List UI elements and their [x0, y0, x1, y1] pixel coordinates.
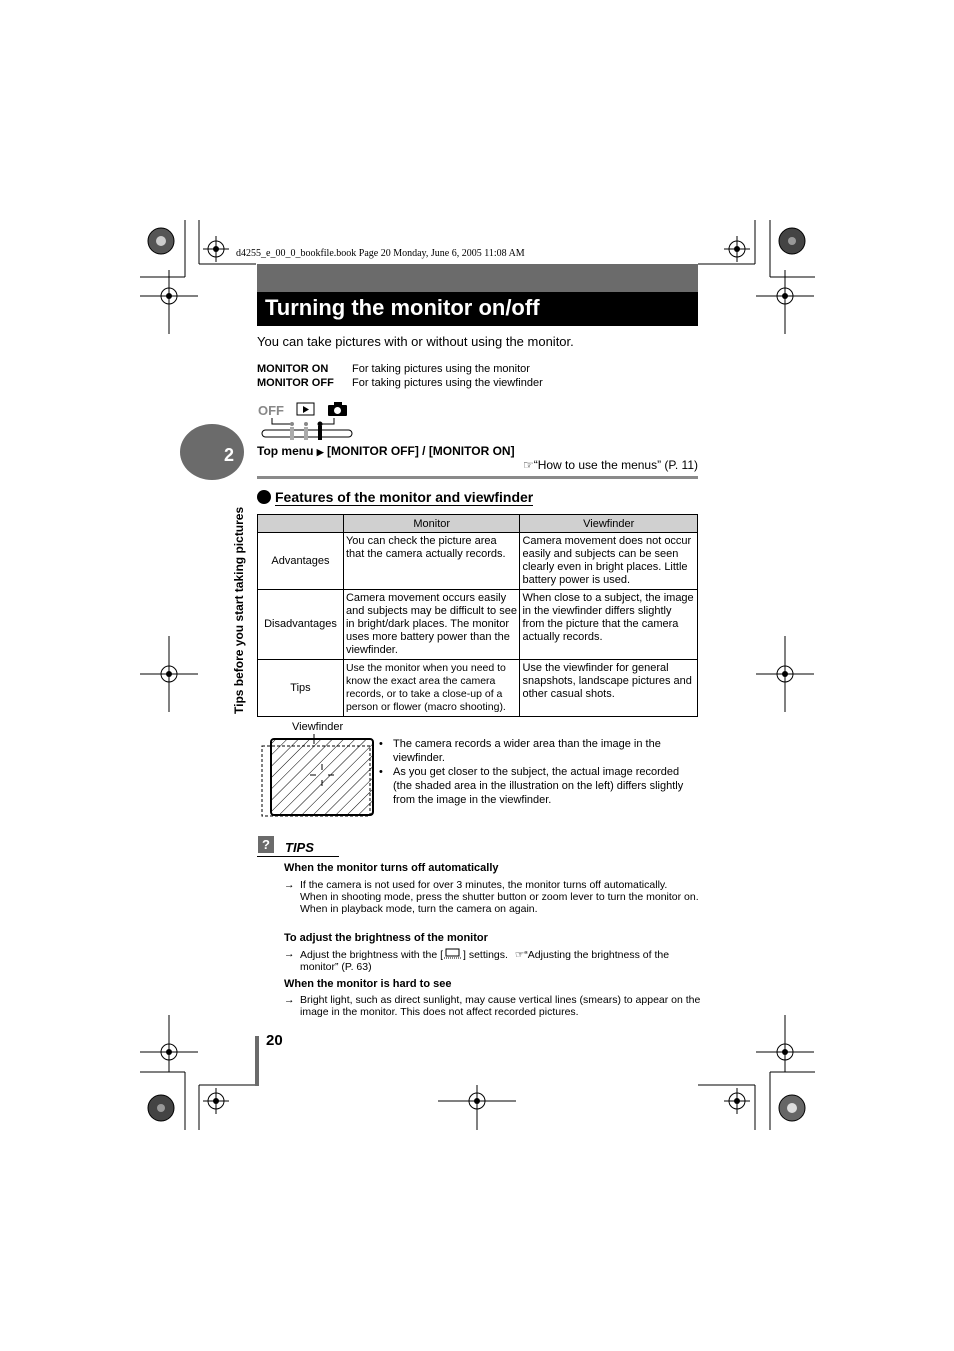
mode-dial-illustration: [258, 402, 358, 442]
tip-line: ] settings.: [463, 949, 508, 961]
tip-line: “Adjusting the brightness of the monitor” (P. 63): [300, 949, 670, 973]
features-table: [257, 514, 698, 717]
mode-desc: For taking pictures using the viewfinder: [352, 377, 543, 389]
tip-line: If the camera is not used for over 3 minutes, the monitor turns off automatically.: [300, 879, 668, 891]
chapter-side-text: Tips before you start taking pictures: [232, 506, 246, 714]
chapter-tab: [180, 424, 244, 480]
tip-heading: When the monitor is hard to see: [284, 978, 452, 990]
section-title: Features of the monitor and viewfinder: [275, 489, 534, 505]
table-header-row: [258, 515, 698, 533]
monitor-cell: You can check the picture area that the camera actually records.: [343, 533, 520, 590]
menu-reference: [523, 458, 698, 472]
row-label: Disadvantages: [258, 590, 344, 660]
table-row: [258, 660, 698, 717]
mode-desc: For taking pictures using the monitor: [352, 363, 530, 375]
tip-body: [284, 994, 704, 1018]
mode-list: [257, 363, 543, 391]
mode-row: [257, 377, 543, 391]
section-heading: [257, 489, 533, 505]
file-header: d4255_e_00_0_bookfile.book Page 20 Monday, June 6, 2005 11:08 AM: [236, 248, 525, 259]
page-number: 20: [266, 1032, 283, 1049]
tip-line: Bright light, such as direct sunlight, may cause vertical lines (smears) to appear on the image in the monitor. This does not affect recorded pictures.: [300, 994, 701, 1018]
intro-text: You can take pictures with or without using the monitor.: [257, 334, 574, 349]
arrow-icon: →: [284, 994, 295, 1006]
viewfinder-notes: [379, 737, 701, 807]
question-icon: ?: [258, 836, 274, 853]
tip-body: [284, 948, 704, 973]
monitor-cell: Use the monitor when you need to know the exact area the camera records, or to take a close-up of a person or flower (macro shooting).: [343, 660, 520, 717]
menu-path: [257, 444, 515, 458]
page-number-bar: [255, 1036, 259, 1086]
tip-line: When in shooting mode, press the shutter button or zoom lever to turn the monitor on.: [300, 891, 699, 903]
mode-row: [257, 363, 543, 377]
viewfinder-illustration: [258, 734, 376, 818]
monitor-cell: Camera movement occurs easily and subjects may be difficult to see in bright/dark places. The monitor uses more battery power than the viewfinder.: [343, 590, 520, 660]
playback-icon: [296, 402, 316, 417]
reference-hand-icon: ☞: [514, 949, 525, 961]
row-label: Tips: [258, 660, 344, 717]
table-header-cell: Monitor: [343, 515, 520, 533]
reference-text: “How to use the menus” (P. 11): [533, 458, 698, 472]
viewfinder-cell: Camera movement does not occur easily and subjects can be seen clearly even in bright places. Little battery power is used.: [520, 533, 698, 590]
table-row: [258, 590, 698, 660]
page-title: Turning the monitor on/off: [257, 292, 698, 326]
table-header-cell: Viewfinder: [520, 515, 698, 533]
tips-title: TIPS: [285, 840, 314, 855]
title-band: [257, 264, 698, 292]
viewfinder-cell: When close to a subject, the image in the viewfinder differs slightly from the picture that the camera actually records.: [520, 590, 698, 660]
list-item: • The camera records a wider area than the image in the viewfinder.: [379, 737, 701, 765]
menu-path-start: Top menu: [257, 444, 314, 458]
chapter-number: 2: [224, 445, 235, 465]
tip-line: Adjust the brightness with the [: [300, 949, 443, 961]
arrow-icon: →: [284, 948, 295, 960]
mode-term: MONITOR OFF: [257, 377, 334, 389]
table-row: [258, 533, 698, 590]
section-divider: [257, 476, 698, 479]
table-header-cell: [258, 515, 344, 533]
tip-heading: To adjust the brightness of the monitor: [284, 932, 488, 944]
tip-line: When in playback mode, turn the camera on again.: [300, 903, 538, 915]
row-label: Advantages: [258, 533, 344, 590]
bullet-circle-icon: [257, 490, 271, 504]
menu-path-rest: [MONITOR OFF] / [MONITOR ON]: [327, 444, 515, 458]
reference-hand-icon: ☞: [522, 458, 534, 472]
off-label: OFF: [258, 403, 284, 418]
list-item: • As you get closer to the subject, the actual image recorded (the shaded area in the illustration on the left) differs slightly from the image in the viewfinder.: [379, 765, 701, 807]
monitor-brightness-icon: [443, 948, 463, 959]
mode-slider-icon: [258, 416, 358, 442]
viewfinder-cell: Use the viewfinder for general snapshots, landscape pictures and other casual shots.: [520, 660, 698, 717]
tip-heading: When the monitor turns off automatically: [284, 862, 499, 874]
mode-term: MONITOR ON: [257, 363, 329, 375]
viewfinder-figure-label: Viewfinder: [292, 721, 344, 733]
tips-divider: [257, 856, 339, 857]
camera-icon: [327, 402, 349, 417]
tip-body: [284, 879, 704, 915]
arrow-right-icon: ▶: [316, 447, 324, 457]
arrow-icon: →: [284, 879, 295, 891]
